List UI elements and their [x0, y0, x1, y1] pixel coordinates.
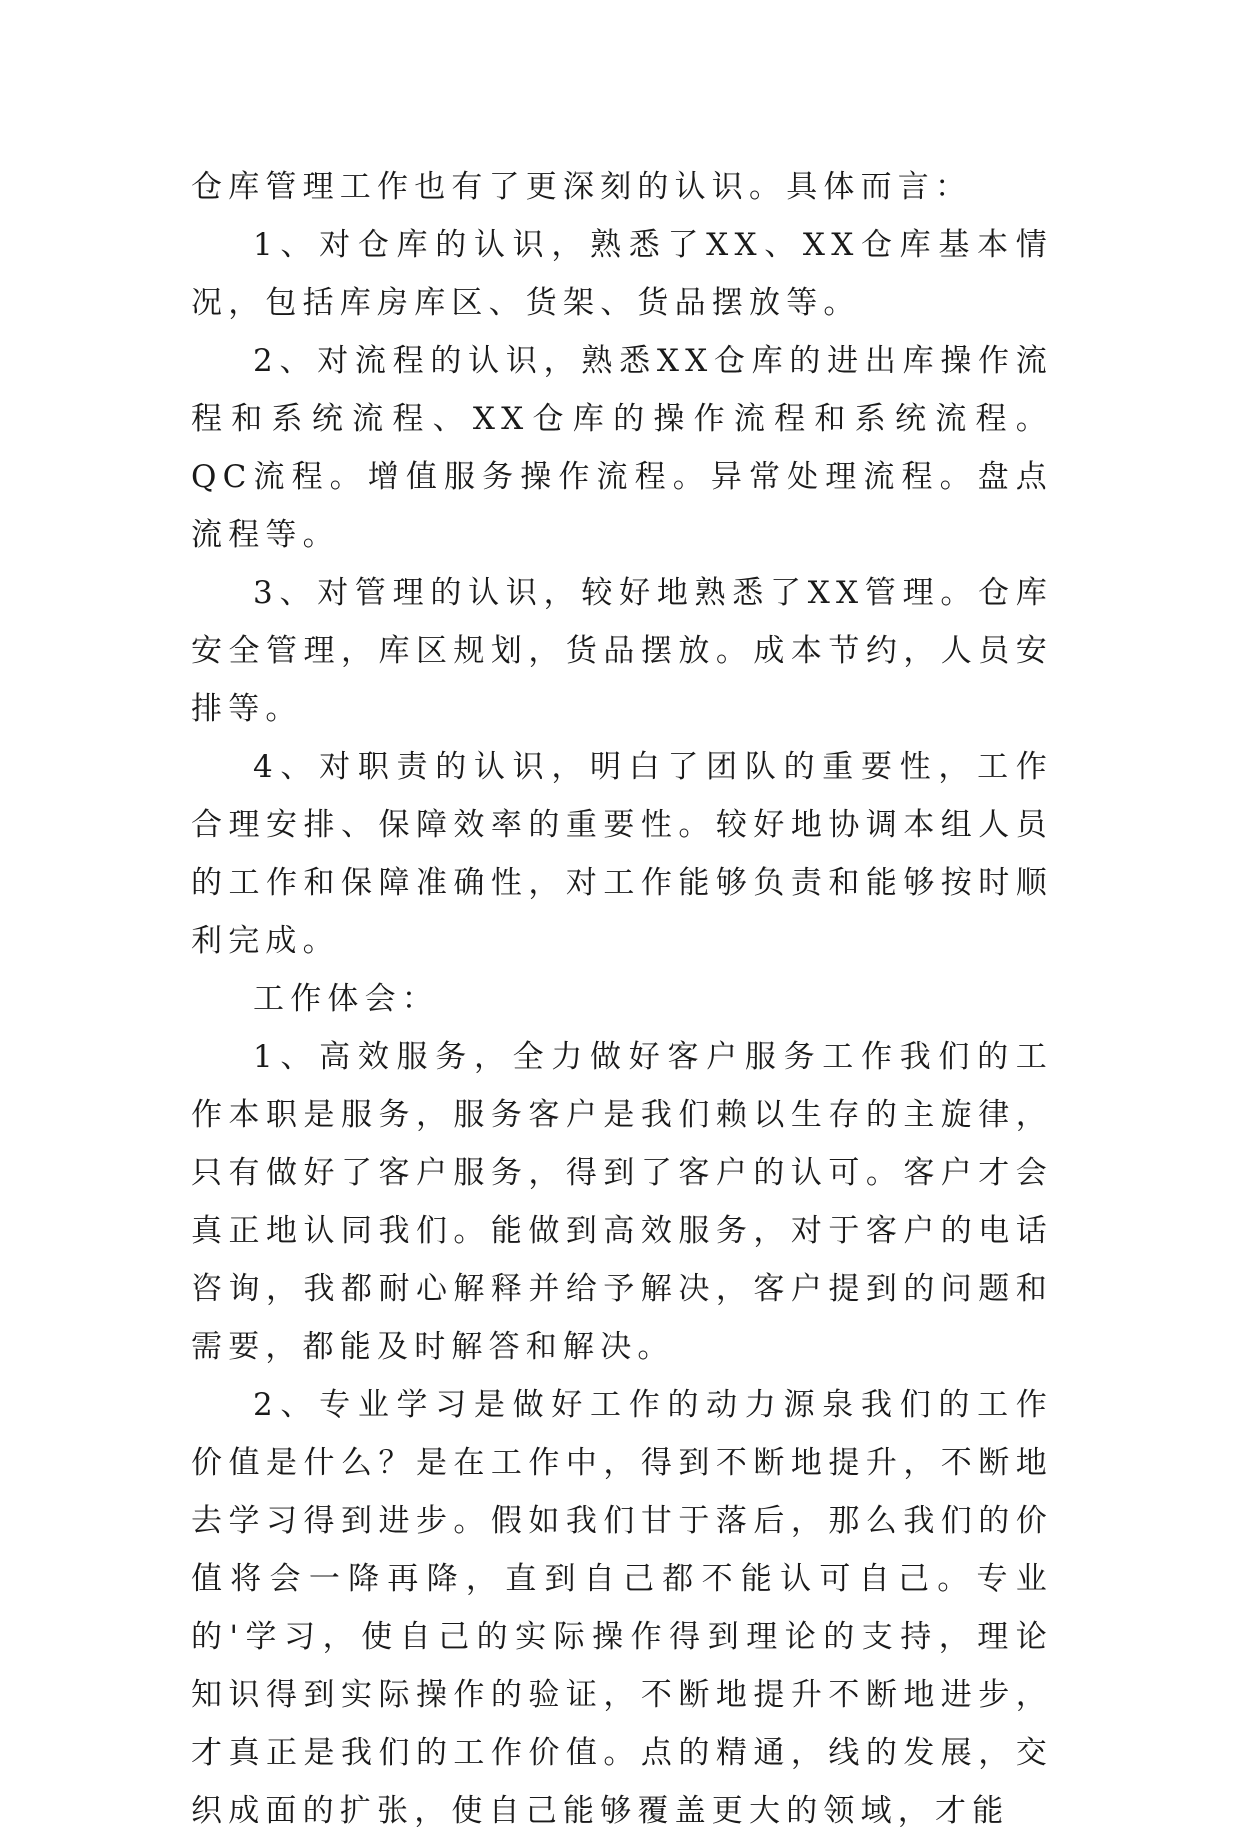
section-heading-work-experience: 工作体会： — [253, 981, 439, 1017]
paragraph-warehouse-knowledge: 1、对仓库的认识，熟悉了XX、XX仓库基本情况，包括库房库区、货架、货品摆放等。 — [191, 227, 1053, 321]
paragraph-process-knowledge: 2、对流程的认识，熟悉XX仓库的进出库操作流程和系统流程、XX仓库的操作流程和系统流程。QC流程。增值服务操作流程。异常处理流程。盘点流程等。 — [191, 343, 1053, 553]
paragraph-professional-learning: 2、专业学习是做好工作的动力源泉我们的工作价值是什么？是在工作中，得到不断地提升，不断地去学习得到进步。假如我们甘于落后，那么我们的价值将会一降再降，直到自己都不能认可自己。专业的'学习，使自己的实际操作得到理论的支持，理论知识得到实际操作的验证，不断地提升不断地进步，才真正是我们的工作价值。点的精通，线的发展，交织成面的扩张，使自己能够覆盖更大的领域，才能 — [191, 1387, 1053, 1829]
paragraph-efficient-service: 1、高效服务，全力做好客户服务工作我们的工作本职是服务，服务客户是我们赖以生存的主旋律，只有做好了客户服务，得到了客户的认可。客户才会真正地认同我们。能做到高效服务，对于客户的电话咨询，我都耐心解释并给予解决，客户提到的问题和需要，都能及时解答和解决。 — [191, 1039, 1053, 1365]
paragraph-management-knowledge: 3、对管理的认识，较好地熟悉了XX管理。仓库安全管理，库区规划，货品摆放。成本节约，人员安排等。 — [191, 575, 1053, 727]
document-body — [191, 158, 1053, 1840]
paragraph-responsibility-knowledge: 4、对职责的认识，明白了团队的重要性，工作合理安排、保障效率的重要性。较好地协调本组人员的工作和保障准确性，对工作能够负责和能够按时顺利完成。 — [191, 749, 1053, 959]
paragraph-continuation: 仓库管理工作也有了更深刻的认识。具体而言： — [191, 169, 973, 205]
